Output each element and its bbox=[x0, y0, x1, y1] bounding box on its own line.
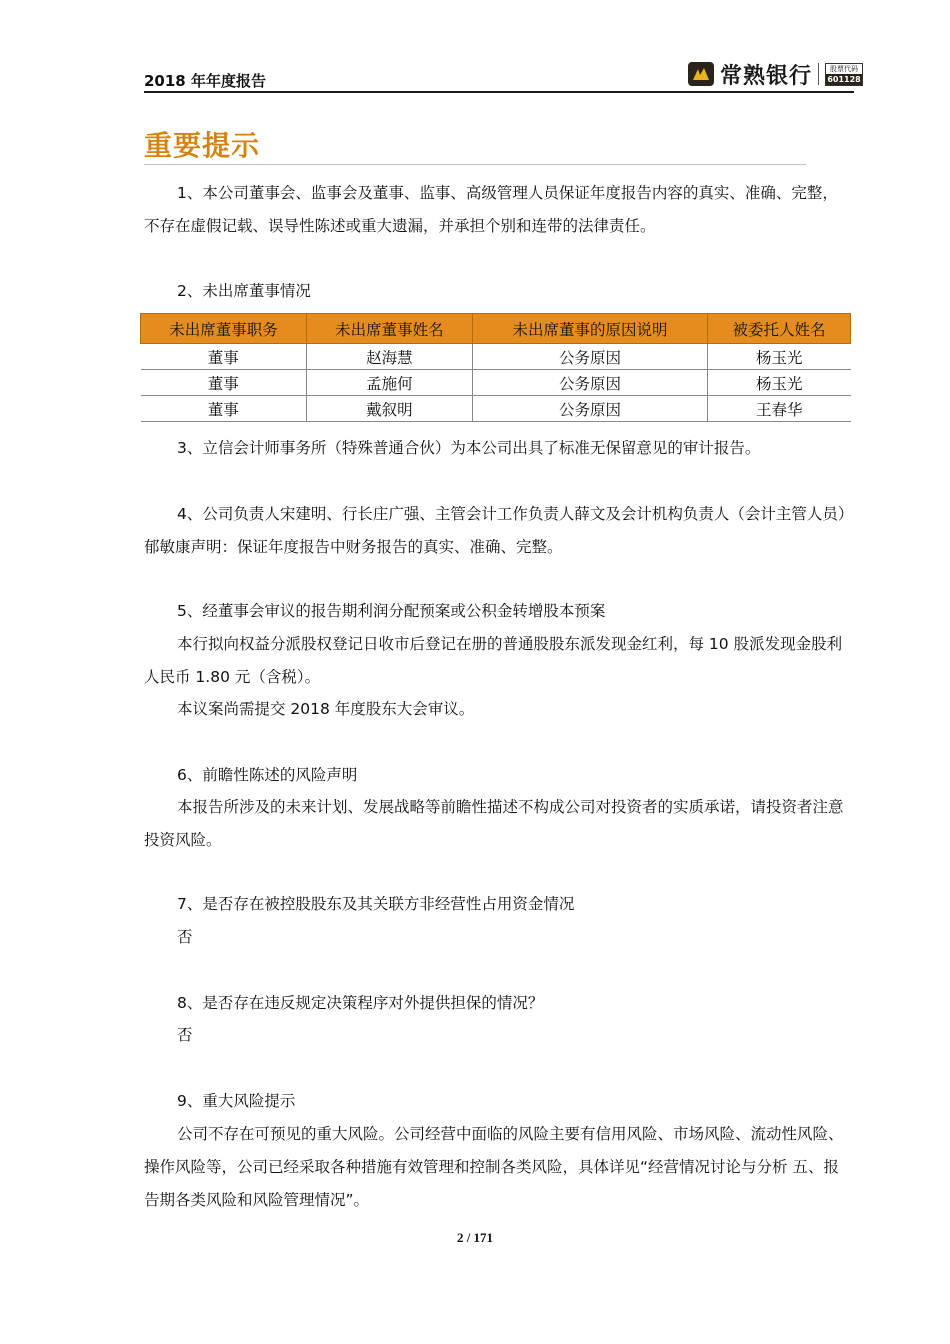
logo-divider bbox=[818, 63, 819, 85]
table-cell: 王春华 bbox=[708, 396, 851, 422]
table-cell: 孟施何 bbox=[306, 370, 472, 396]
table-cell: 董事 bbox=[141, 396, 307, 422]
item-2-title: 2、未出席董事情况 bbox=[177, 282, 311, 300]
item-8-title: 8、是否存在违反规定决策程序对外提供担保的情况？ bbox=[177, 994, 544, 1012]
page-number: 2 / 171 bbox=[456, 1230, 494, 1245]
table-cell: 杨玉光 bbox=[708, 344, 851, 370]
item-7-title: 7、是否存在被控股股东及其关联方非经营性占用资金情况 bbox=[177, 895, 575, 913]
item-9-body: 公司不存在可预见的重大风险。公司经营中面临的风险主要有信用风险、市场风险、流动性风险、操作风险等，公司已经采取各种措施有效管理和控制各类风险，具体详见“经营情况讨论与分析 五、报告期各类风险和风险管理情况”。 bbox=[144, 1125, 844, 1209]
table-header-row bbox=[141, 314, 851, 344]
bank-logo bbox=[688, 60, 863, 88]
table-row bbox=[141, 396, 851, 422]
item-5-title: 5、经董事会审议的报告期利润分配预案或公积金转增股本预案 bbox=[177, 602, 606, 620]
table-row bbox=[141, 370, 851, 396]
item-9-title: 9、重大风险提示 bbox=[177, 1092, 296, 1110]
table-cell: 公务原因 bbox=[472, 396, 707, 422]
table-cell: 董事 bbox=[141, 370, 307, 396]
item-5-note: 本议案尚需提交 2018 年度股东大会审议。 bbox=[177, 700, 475, 718]
header-divider bbox=[144, 91, 854, 93]
table-cell: 戴叙明 bbox=[306, 396, 472, 422]
table-header-cell: 被委托人姓名 bbox=[708, 314, 851, 344]
brand-name: 常熟银行 bbox=[720, 63, 813, 89]
table-cell: 董事 bbox=[141, 344, 307, 370]
table-cell: 公务原因 bbox=[472, 344, 707, 370]
item-6-title: 6、前瞻性陈述的风险声明 bbox=[177, 766, 358, 784]
item-4: 4、公司负责人宋建明、行长庄广强、主管会计工作负责人薛文及会计机构负责人（会计主管人员）郁敏康声明：保证年度报告中财务报告的真实、准确、完整。 bbox=[144, 505, 846, 556]
table-cell: 赵海慧 bbox=[306, 344, 472, 370]
stock-code-box bbox=[825, 63, 863, 86]
section-title: 重要提示 bbox=[144, 129, 261, 162]
table-cell: 杨玉光 bbox=[708, 370, 851, 396]
item-8-answer: 否 bbox=[177, 1026, 193, 1044]
table-row bbox=[141, 344, 851, 370]
item-7-answer: 否 bbox=[177, 928, 193, 946]
table-header-cell: 未出席董事职务 bbox=[141, 314, 307, 344]
section-divider bbox=[144, 164, 806, 165]
item-1: 1、本公司董事会、监事会及董事、监事、高级管理人员保证年度报告内容的真实、准确、完整，不存在虚假记载、误导性陈述或重大遗漏，并承担个别和连带的法律责任。 bbox=[144, 184, 838, 235]
absent-directors-table bbox=[140, 313, 851, 422]
report-title: 2018 年年度报告 bbox=[144, 72, 266, 90]
stock-code: 601128 bbox=[827, 74, 861, 84]
item-6-body: 本报告所涉及的未来计划、发展战略等前瞻性描述不构成公司对投资者的实质承诺，请投资者注意投资风险。 bbox=[144, 798, 844, 849]
stock-code-label: 股票代码 bbox=[830, 64, 859, 73]
table-header-cell: 未出席董事的原因说明 bbox=[472, 314, 707, 344]
item-3: 3、立信会计师事务所（特殊普通合伙）为本公司出具了标准无保留意见的审计报告。 bbox=[177, 439, 761, 457]
brand-emblem-icon bbox=[688, 62, 714, 86]
table-cell: 公务原因 bbox=[472, 370, 707, 396]
item-5-body: 本行拟向权益分派股权登记日收市后登记在册的普通股股东派发现金红利，每 10 股派发现金股利人民币 1.80 元（含税）。 bbox=[144, 635, 843, 686]
table-header-cell: 未出席董事姓名 bbox=[306, 314, 472, 344]
